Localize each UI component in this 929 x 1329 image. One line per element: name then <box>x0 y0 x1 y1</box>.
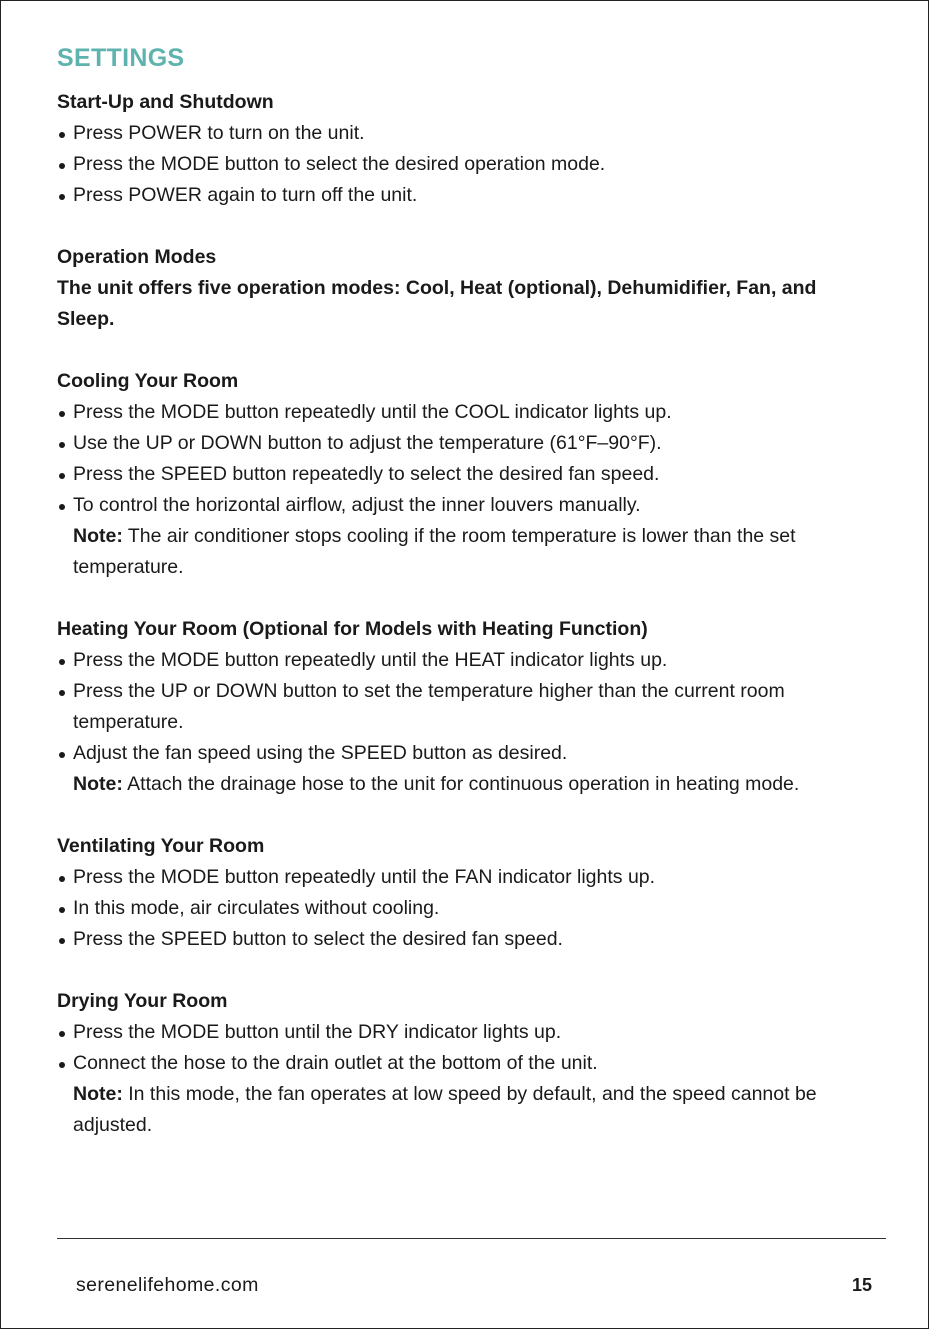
list-item: To control the horizontal airflow, adjust the inner louvers manually. <box>57 490 877 521</box>
note <box>57 1079 877 1141</box>
section-ventilating <box>57 831 877 955</box>
list-item: Press the SPEED button to select the desired fan speed. <box>57 924 877 955</box>
list-item: Connect the hose to the drain outlet at the bottom of the unit. <box>57 1048 877 1079</box>
list-item: Press the MODE button to select the desired operation mode. <box>57 149 877 180</box>
section-drying <box>57 986 877 1141</box>
page-title: SETTINGS <box>57 44 185 72</box>
list-item: Press POWER again to turn off the unit. <box>57 180 877 211</box>
note-label: Note: <box>73 1083 123 1105</box>
note-label: Note: <box>73 525 123 547</box>
content <box>57 43 877 1172</box>
section-heating <box>57 614 877 800</box>
bullet-list <box>57 1017 877 1079</box>
note <box>57 521 877 583</box>
list-item: In this mode, air circulates without cooling. <box>57 893 877 924</box>
footer-divider <box>57 1238 886 1239</box>
footer-website: serenelifehome.com <box>76 1274 259 1296</box>
section-heading: Cooling Your Room <box>57 370 239 392</box>
section-startup <box>57 87 877 211</box>
bullet-list <box>57 862 877 955</box>
list-item: Use the UP or DOWN button to adjust the temperature (61°F–90°F). <box>57 428 877 459</box>
note-text: The air conditioner stops cooling if the room temperature is lower than the set temperature. <box>73 525 796 578</box>
note <box>57 769 877 800</box>
section-heading: Ventilating Your Room <box>57 835 265 857</box>
note-text: Attach the drainage hose to the unit for continuous operation in heating mode. <box>122 773 800 795</box>
note-label: Note: <box>73 773 123 795</box>
bullet-list <box>57 645 877 769</box>
operation-modes-intro: The unit offers five operation modes: Cool, Heat (optional), Dehumidifier, Fan, and Sleep. <box>57 277 817 330</box>
list-item: Press the MODE button until the DRY indicator lights up. <box>57 1017 877 1048</box>
section-cooling <box>57 366 877 583</box>
note-text: In this mode, the fan operates at low speed by default, and the speed cannot be adjusted. <box>73 1083 817 1136</box>
section-heading: Start-Up and Shutdown <box>57 91 274 113</box>
section-heading: Operation Modes <box>57 246 217 268</box>
list-item: Press the MODE button repeatedly until the FAN indicator lights up. <box>57 862 877 893</box>
section-operation-modes <box>57 242 877 335</box>
list-item: Press POWER to turn on the unit. <box>57 118 877 149</box>
list-item: Press the UP or DOWN button to set the temperature higher than the current room temperature. <box>57 676 877 738</box>
bullet-list <box>57 397 877 521</box>
page-number: 15 <box>851 1275 872 1295</box>
list-item: Adjust the fan speed using the SPEED button as desired. <box>57 738 877 769</box>
section-heading: Drying Your Room <box>57 990 228 1012</box>
list-item: Press the MODE button repeatedly until the COOL indicator lights up. <box>57 397 877 428</box>
bullet-list <box>57 118 877 211</box>
section-heading: Heating Your Room (Optional for Models with Heating Function) <box>57 618 648 640</box>
list-item: Press the MODE button repeatedly until the HEAT indicator lights up. <box>57 645 877 676</box>
list-item: Press the SPEED button repeatedly to select the desired fan speed. <box>57 459 877 490</box>
